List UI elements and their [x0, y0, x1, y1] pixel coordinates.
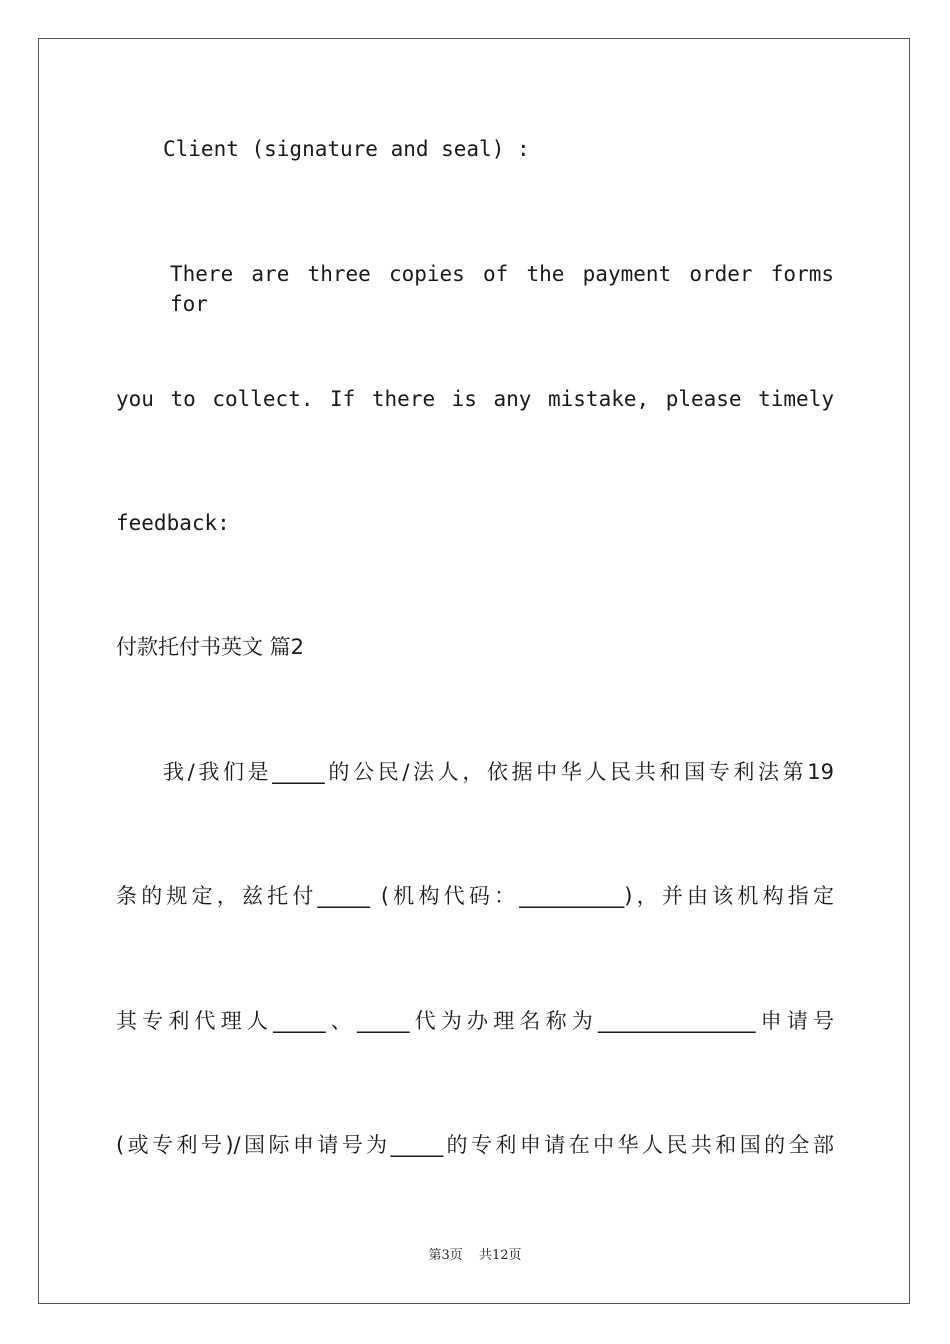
section-heading: 付款托付书英文 篇2: [116, 635, 305, 659]
paragraph-line-3: feedback:: [116, 511, 230, 535]
page-total: 共12页: [478, 1248, 522, 1263]
client-signature-line: Client (signature and seal) :: [163, 137, 530, 161]
paragraph-line-2: you to collect. If there is any mistake, please timely: [116, 387, 834, 411]
paragraph-line-1: There are three copies of the payment order forms for: [170, 262, 834, 316]
cn-paragraph-line-2: 条的规定，兹托付_____ (机构代码：__________)，并由该机构指定: [116, 884, 834, 908]
cn-paragraph-line-1: 我/我们是_____的公民/法人，依据中华人民共和国专利法第19: [163, 760, 834, 784]
page-footer: [0, 1246, 950, 1266]
page-number: 第3页: [428, 1248, 463, 1263]
cn-paragraph-line-4: (或专利号)/国际申请号为_____的专利申请在中华人民共和国的全部: [116, 1133, 834, 1157]
cn-paragraph-line-3: 其专利代理人_____、_____代为办理名称为_______________申请号: [116, 1009, 834, 1033]
page-border: [38, 38, 910, 1304]
